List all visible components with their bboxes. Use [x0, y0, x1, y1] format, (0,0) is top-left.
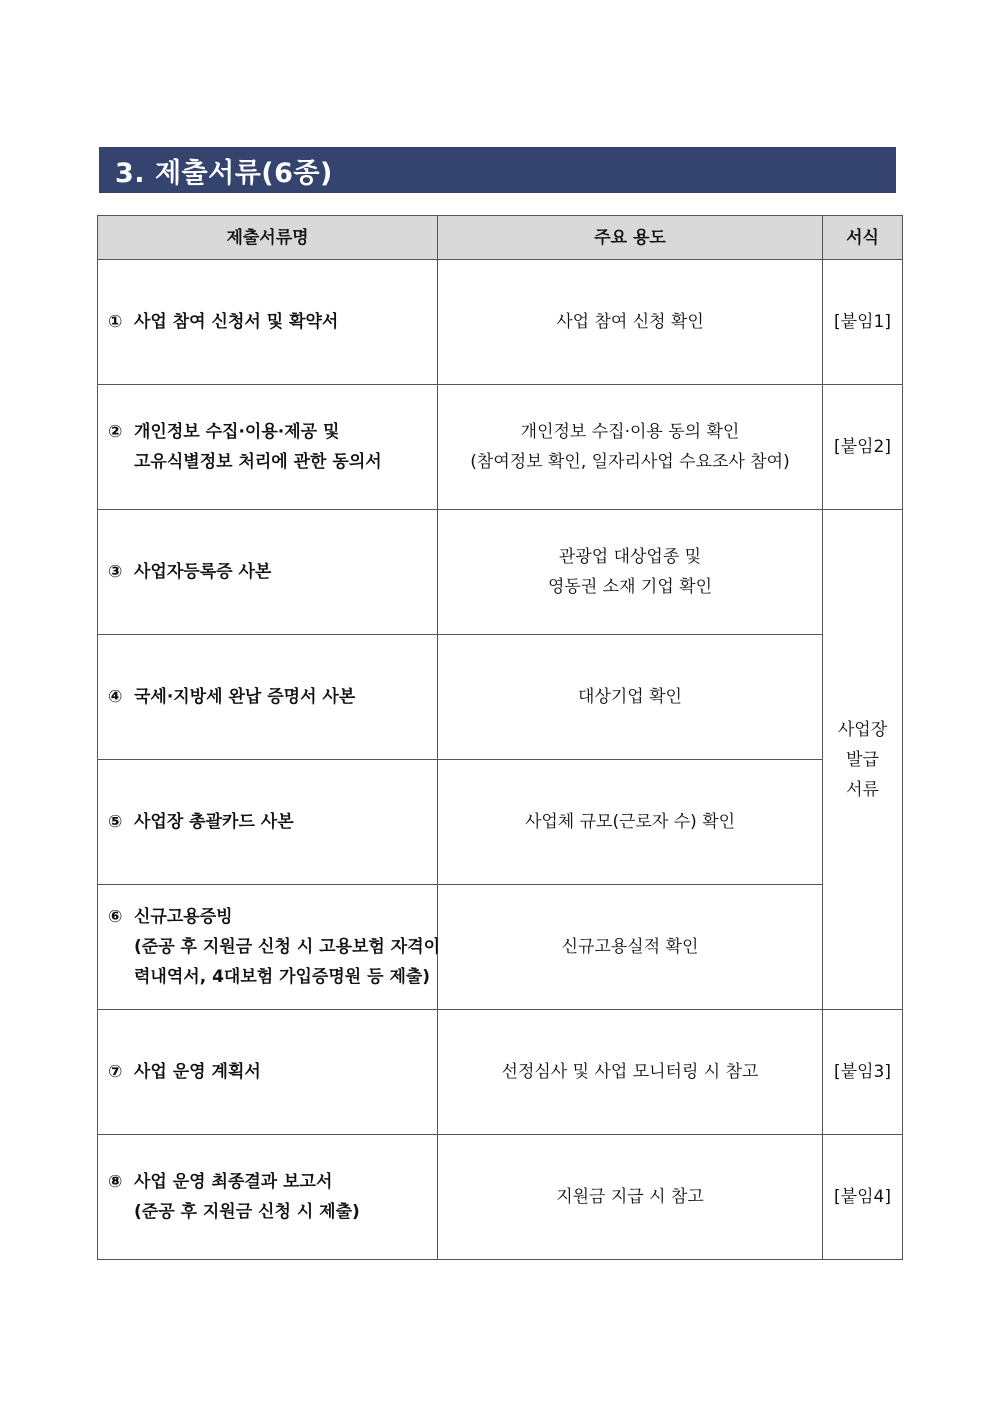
purpose-cell	[438, 635, 823, 760]
table-row	[98, 1010, 903, 1135]
table-row	[98, 260, 903, 385]
documents-table	[97, 215, 903, 1260]
table-row	[98, 635, 903, 760]
document-name: 개인정보 수집·이용·제공 및	[134, 422, 340, 442]
table-header-row	[98, 216, 903, 260]
header-form: 서식	[823, 216, 903, 260]
document-name: 력내역서, 4대보험 가입증명원 등 제출)	[134, 967, 431, 987]
row-number: ①	[108, 312, 123, 332]
row-number: ⑦	[108, 1062, 123, 1082]
document-name: 사업자등록증 사본	[134, 562, 272, 582]
form-reference: [붙임3]	[834, 1062, 891, 1082]
purpose-text: 관광업 대상업종 및	[558, 547, 702, 567]
purpose-cell	[438, 1135, 823, 1260]
purpose-text: 선정심사 및 사업 모니터링 시 참고	[501, 1062, 759, 1082]
purpose-cell	[438, 760, 823, 885]
document-name: 국세·지방세 완납 증명서 사본	[134, 687, 356, 707]
form-cell	[823, 260, 903, 385]
document-name-cell	[98, 510, 438, 635]
purpose-cell	[438, 510, 823, 635]
row-number: ⑧	[108, 1172, 123, 1192]
table-row	[98, 510, 903, 635]
document-name: 사업 참여 신청서 및 확약서	[134, 312, 339, 332]
document-name-cell	[98, 885, 441, 1010]
purpose-cell	[438, 885, 823, 1010]
purpose-text: 지원금 지급 시 참고	[556, 1187, 704, 1207]
document-name: 사업장 총괄카드 사본	[134, 812, 294, 832]
form-reference: [붙임4]	[834, 1187, 891, 1207]
row-number: ④	[108, 687, 123, 707]
form-cell	[823, 1010, 903, 1135]
document-name: (준공 후 지원금 신청 시 제출)	[134, 1202, 360, 1222]
purpose-text: (참여정보 확인, 일자리사업 수요조사 참여)	[470, 452, 790, 472]
purpose-cell	[438, 1010, 823, 1135]
header-document-name: 제출서류명	[98, 216, 438, 260]
form-reference: 발급	[846, 749, 879, 770]
table-row	[98, 760, 903, 885]
form-cell-merged	[823, 510, 903, 1010]
purpose-text: 사업 참여 신청 확인	[556, 312, 704, 332]
purpose-text: 영동권 소재 기업 확인	[547, 577, 712, 597]
document-name: 고유식별정보 처리에 관한 동의서	[134, 452, 382, 472]
document-name-cell	[98, 1135, 438, 1260]
purpose-cell	[438, 385, 823, 510]
document-name-cell	[98, 760, 438, 885]
document-name-cell	[98, 260, 438, 385]
form-reference: [붙임1]	[834, 312, 891, 332]
table-row	[98, 385, 903, 510]
purpose-text: 사업체 규모(근로자 수) 확인	[524, 812, 736, 832]
document-name-cell	[98, 1010, 438, 1135]
header-purpose: 주요 용도	[438, 216, 823, 260]
form-cell	[823, 1135, 903, 1260]
form-reference: 서류	[846, 779, 879, 800]
row-number: ②	[108, 422, 123, 442]
document-name-cell	[98, 635, 438, 760]
purpose-text: 신규고용실적 확인	[561, 937, 699, 957]
table-row	[98, 885, 903, 1010]
purpose-cell	[438, 260, 823, 385]
purpose-text: 개인정보 수집·이용 동의 확인	[520, 422, 740, 442]
row-number: ⑤	[108, 812, 123, 832]
section-title: 3. 제출서류(6종)	[99, 147, 896, 193]
form-reference: [붙임2]	[834, 437, 891, 457]
document-name: 신규고용증빙	[134, 907, 233, 927]
form-cell	[823, 385, 903, 510]
document-name-cell	[98, 385, 438, 510]
document-name: (준공 후 지원금 신청 시 고용보험 자격이	[134, 937, 441, 957]
table-row	[98, 1135, 903, 1260]
form-reference: 사업장	[837, 719, 888, 740]
row-number: ③	[108, 562, 123, 582]
document-name: 사업 운영 계획서	[134, 1062, 261, 1082]
row-number: ⑥	[108, 907, 123, 927]
purpose-text: 대상기업 확인	[578, 687, 682, 707]
document-name: 사업 운영 최종결과 보고서	[134, 1172, 333, 1192]
